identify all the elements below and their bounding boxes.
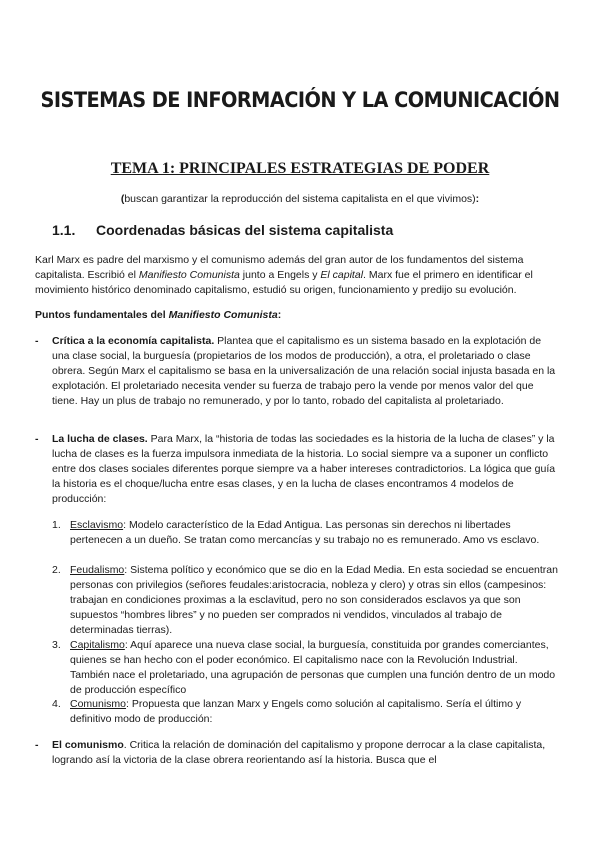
document-title: SISTEMAS DE INFORMACIÓN Y LA COMUNICACIÓN — [40, 88, 560, 112]
list-item-text: Plantea que el capitalismo es un sistema basado en la explotación de una clase social, la burguesía (propietarios de los modos de producción), a otra, el proletariado o clase obrera. Según Marx el capitalismo se basa en la universalización de una relación social injusta basada en la explotación. El proletariado necesita vender su fuerza de trabajo pero la vende por menos valor del que tiene. Hay un plus de trabajo no remunerado, y por lo tanto, robado del capitalista al proletariado. — [52, 335, 556, 407]
list-item-bold: Crítica a la economía capitalista. — [52, 335, 215, 347]
intro-text-2: junto a Engels y — [239, 269, 321, 281]
mode-text: : Propuesta que lanzan Marx y Engels como solución al capitalismo. Sería el último y definitivo modo de producción: — [70, 698, 522, 725]
section-heading — [52, 222, 393, 238]
puntos-label: Puntos fundamentales del — [35, 309, 169, 321]
mode-body — [70, 697, 560, 727]
puntos-italic: Manifiesto Comunista — [168, 309, 278, 321]
mode-term: Esclavismo — [70, 519, 124, 531]
intro-paragraph — [35, 253, 560, 298]
list-item — [35, 738, 560, 768]
mode-term: Capitalismo — [70, 639, 125, 651]
mode-body — [70, 638, 560, 698]
intro-capital: El capital — [320, 269, 364, 281]
list-item-text: . Critica la relación de dominación del capitalismo y propone derrocar a la clase capitalista, logrando así la victoria de la clase obrera reorientando así la historia. Busca que el — [52, 739, 546, 766]
list-dash: - — [35, 433, 39, 445]
mode-item — [52, 518, 560, 548]
list-item-bold: El comunismo — [52, 739, 124, 751]
mode-item — [52, 697, 560, 727]
mode-term: Comunismo — [70, 698, 127, 710]
intro-text-1: Karl Marx es padre del marxismo y el comunismo además del gran autor de los fundamentos del sistema capitalista. Escribió el — [35, 254, 524, 281]
list-item-body — [52, 432, 560, 507]
mode-term: Feudalismo — [70, 564, 125, 576]
subnote-close: : — [475, 193, 480, 205]
mode-body — [70, 518, 560, 548]
intro-text-3: . Marx fue el primero en identificar el movimiento histórico denominado capitalismo, estudió su origen, funcionamiento y predijo su evolución. — [35, 269, 533, 296]
list-dash: - — [35, 335, 39, 347]
mode-body — [70, 563, 560, 638]
list-item-body — [52, 334, 560, 409]
mode-number: 4. — [52, 698, 61, 710]
mode-text: : Modelo característico de la Edad Antigua. Las personas sin derechos ni libertades pertenecen a un dueño. Se tratan como mercancías y su trabajo no es remunerado. Amo vs esclavo. — [70, 519, 540, 546]
subnote-open: ( — [120, 193, 125, 205]
list-item — [35, 334, 560, 409]
mode-number: 3. — [52, 639, 61, 651]
section-number: 1.1. — [52, 222, 76, 238]
subnote-text: buscan garantizar la reproducción del sistema capitalista en el que vivimos) — [124, 193, 476, 205]
section-title: Coordenadas básicas del sistema capitalista — [96, 222, 394, 238]
mode-number: 2. — [52, 564, 61, 576]
mode-item — [52, 563, 560, 638]
list-item-text: Para Marx, la “historia de todas las sociedades es la historia de la lucha de clases” y la lucha de clases es la fuerza impulsora inmediata de la historia. Lo social siempre va a suponer un conflicto entre dos clases sociales diferentes porque siempre va a haber intereses contradictorios. La lógica que guía la historia es el choque/lucha entre esas clases, y en la lucha de clases encontramos 4 modelos de producción: — [52, 433, 556, 505]
tema-title: TEMA 1: PRINCIPALES ESTRATEGIAS DE PODER — [110, 160, 490, 177]
intro-manifiesto: Manifiesto Comunista — [138, 269, 240, 281]
list-item-body — [52, 738, 560, 768]
list-dash: - — [35, 739, 39, 751]
mode-text: : Sistema político y económico que se dio en la Edad Media. En esta sociedad se encuentran personas con privilegios (señores feudales:aristocracia, nobleza y clero) y otras sin ellos (campesinos: trabajan en condiciones proximas a la esclavitud, pero no son considerados esclavos ya que son supuestos “hombres libres” y no pueden ser comprados ni vendidos, vinculados al trabajo de determinadas tierras). — [70, 564, 558, 636]
mode-item — [52, 638, 560, 698]
list-item-bold: La lucha de clases. — [52, 433, 148, 445]
mode-number: 1. — [52, 519, 61, 531]
puntos-colon: : — [277, 309, 282, 321]
mode-text: : Aquí aparece una nueva clase social, la burguesía, constituida por grandes comerciantes, quienes se han hecho con el poder económico. El capitalismo nace con la Revolución Industrial. También nace el proletariado, una agrupación de personas que cumplen una función dentro de un modo de producción específico — [70, 639, 556, 696]
subtitle-note — [0, 193, 600, 205]
puntos-heading — [35, 309, 281, 321]
list-item — [35, 432, 560, 507]
